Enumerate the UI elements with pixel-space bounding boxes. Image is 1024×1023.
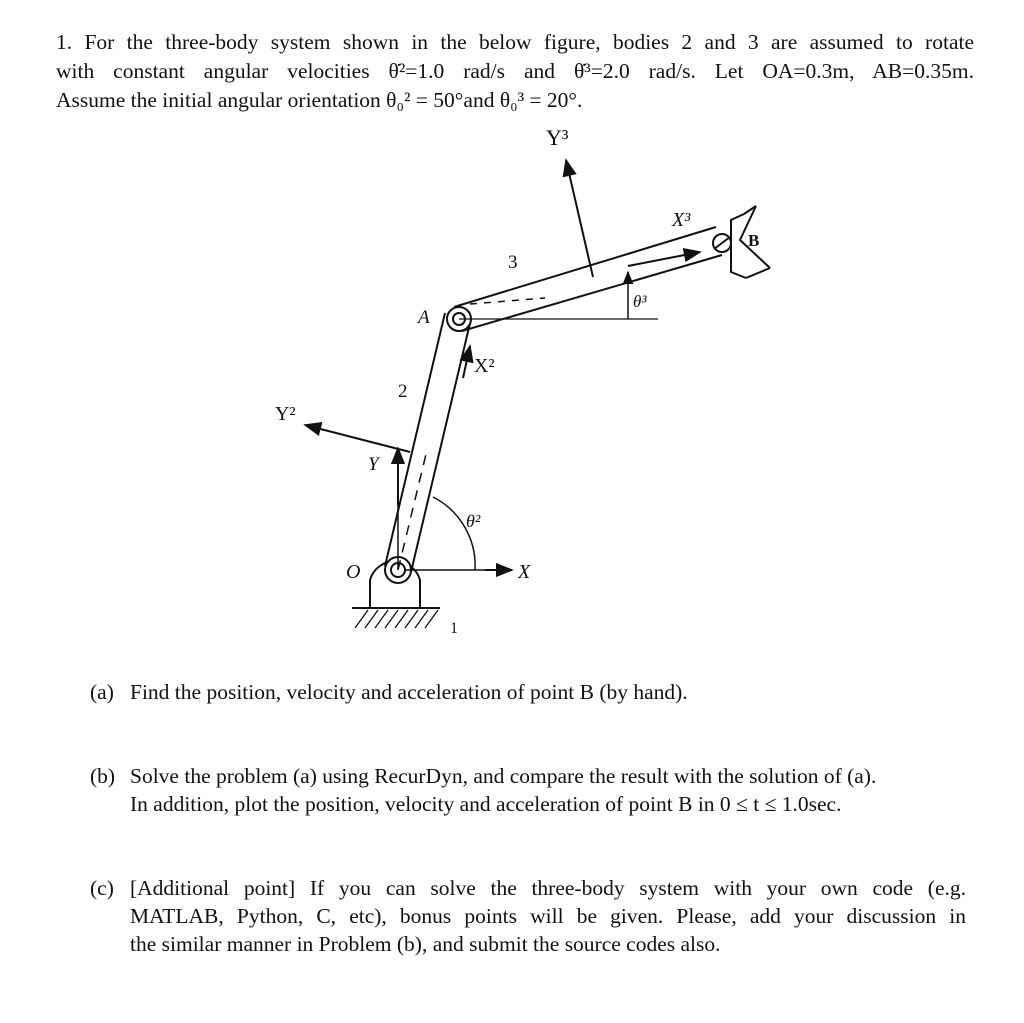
part-c xyxy=(90,874,966,958)
y2-label: Y² xyxy=(275,403,296,425)
part-a xyxy=(90,678,688,706)
part-b-line-1: Solve the problem (a) using RecurDyn, and compare the result with the solution of (a). xyxy=(130,764,877,788)
theta2-label: θ² xyxy=(466,511,481,531)
x-label: X xyxy=(518,561,531,583)
problem-statement xyxy=(56,28,974,115)
problem-line-1: 1. For the three-body system shown in the below figure, bodies 2 and 3 are assumed to rotate xyxy=(56,30,974,54)
part-c-label: (c) xyxy=(90,876,114,900)
part-b xyxy=(90,762,966,818)
body-1-label: 1 xyxy=(450,620,458,637)
theta3-label: θ³ xyxy=(633,292,647,311)
part-c-line-3: the similar manner in Problem (b), and submit the source codes also. xyxy=(130,932,721,956)
problem-line-3: Assume the initial angular orientation θ₀² = 50°and θ₀³ = 20°. xyxy=(56,88,583,112)
part-b-label: (b) xyxy=(90,764,116,788)
three-body-figure xyxy=(260,120,780,640)
b-label: B xyxy=(748,231,760,250)
reference-lines xyxy=(398,298,658,570)
part-c-line-1: [Additional point] If you can solve the three-body system with your own code (e.g. xyxy=(130,876,966,900)
link-3 xyxy=(447,206,770,331)
body-3-label: 3 xyxy=(508,252,518,273)
part-a-label: (a) xyxy=(90,680,114,704)
axes xyxy=(305,160,700,570)
x2-label: X² xyxy=(474,355,495,377)
x3-label: X³ xyxy=(672,209,691,231)
a-label: A xyxy=(418,307,430,328)
part-c-line-2: MATLAB, Python, C, etc), bonus points will be given. Please, add your discussion in xyxy=(130,904,966,928)
o-label: O xyxy=(346,561,361,583)
y3-label: Y³ xyxy=(546,125,569,150)
body-2-label: 2 xyxy=(398,381,408,402)
problem-line-2: with constant angular velocities θ̇²=1.0 rad/s and θ̇³=2.0 rad/s. Let OA=0.3m, AB=0.35m. xyxy=(56,59,974,83)
part-b-line-2: In addition, plot the position, velocity and acceleration of point B in 0 ≤ t ≤ 1.0sec. xyxy=(130,792,842,816)
y-label: Y xyxy=(368,454,379,475)
part-a-text: Find the position, velocity and acceleration of point B (by hand). xyxy=(130,680,688,704)
